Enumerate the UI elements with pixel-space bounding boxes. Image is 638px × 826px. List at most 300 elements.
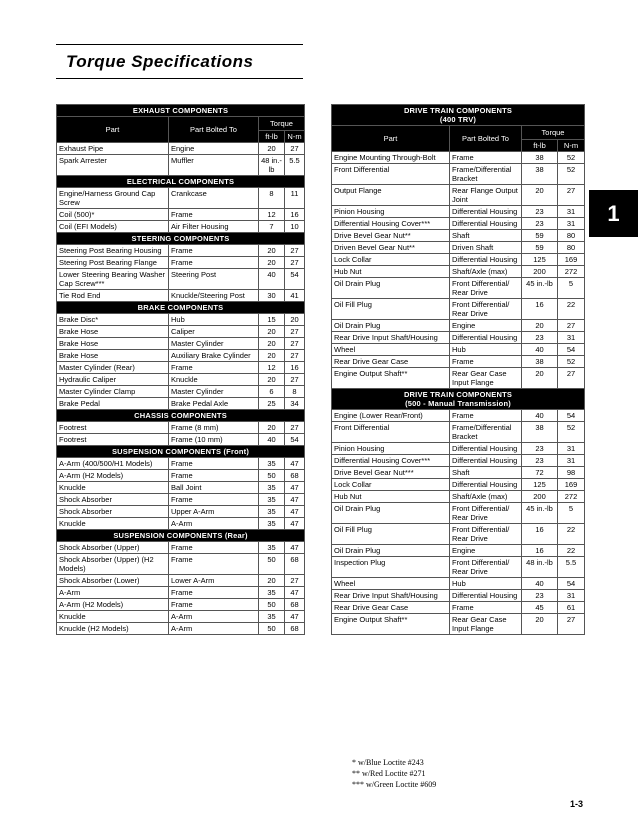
- nm-cell: 31: [558, 590, 585, 602]
- part-cell: Lock Collar: [332, 479, 450, 491]
- nm-cell: 5: [558, 278, 585, 299]
- table-row: [332, 479, 585, 491]
- table-row: [332, 443, 585, 455]
- ftlb-cell: 16: [522, 545, 558, 557]
- ftlb-cell: 50: [259, 623, 285, 635]
- ftlb-cell: 16: [522, 524, 558, 545]
- part-cell: Inspection Plug: [332, 557, 450, 578]
- part-cell: Oil Drain Plug: [332, 320, 450, 332]
- section-header: [57, 410, 305, 422]
- ftlb-cell: 20: [259, 326, 285, 338]
- section-title: [332, 105, 585, 126]
- nm-cell: 31: [558, 218, 585, 230]
- section-header: [332, 389, 585, 410]
- part-cell: Rear Drive Input Shaft/Housing: [332, 332, 450, 344]
- ftlb-cell: 50: [259, 470, 285, 482]
- ftlb-cell: 20: [259, 143, 285, 155]
- part-cell: Shock Absorber (Lower): [57, 575, 169, 587]
- table-row: [57, 422, 305, 434]
- ftlb-cell: 15: [259, 314, 285, 326]
- part-cell: Brake Pedal: [57, 398, 169, 410]
- ftlb-cell: 35: [259, 587, 285, 599]
- bolted-to-cell: Shaft/Axle (max): [450, 266, 522, 278]
- table-row: [332, 356, 585, 368]
- ftlb-cell: 40: [259, 269, 285, 290]
- bolted-to-cell: Master Cylinder: [169, 338, 259, 350]
- section-title: SUSPENSION COMPONENTS (Front): [57, 446, 305, 458]
- ftlb-cell: 20: [522, 185, 558, 206]
- part-cell: Lock Collar: [332, 254, 450, 266]
- section-title: CHASSIS COMPONENTS: [57, 410, 305, 422]
- nm-cell: 27: [558, 614, 585, 635]
- ftlb-cell: 45 in.-lb: [522, 503, 558, 524]
- part-cell: Shock Absorber: [57, 494, 169, 506]
- table-row: [332, 614, 585, 635]
- bolted-to-cell: Frame/Differential Bracket: [450, 164, 522, 185]
- bolted-to-cell: Auxiliary Brake Cylinder: [169, 350, 259, 362]
- column-header-row: [57, 117, 305, 131]
- table-row: [57, 518, 305, 530]
- left-torque-table: [56, 104, 305, 635]
- bolted-to-cell: Frame: [169, 494, 259, 506]
- bolted-to-cell: Upper A-Arm: [169, 506, 259, 518]
- part-cell: Hub Nut: [332, 266, 450, 278]
- nm-cell: 52: [558, 422, 585, 443]
- nm-cell: 169: [558, 479, 585, 491]
- section-title: STEERING COMPONENTS: [57, 233, 305, 245]
- part-cell: Rear Drive Gear Case: [332, 356, 450, 368]
- part-cell: Engine Output Shaft**: [332, 368, 450, 389]
- nm-cell: 47: [285, 458, 305, 470]
- part-cell: Oil Drain Plug: [332, 278, 450, 299]
- table-row: [57, 398, 305, 410]
- ftlb-cell: 25: [259, 398, 285, 410]
- section-title: BRAKE COMPONENTS: [57, 302, 305, 314]
- bolted-to-cell: Air Filter Housing: [169, 221, 259, 233]
- column-header-bolted: Part Bolted To: [169, 117, 259, 143]
- table-row: [57, 326, 305, 338]
- table-row: [332, 206, 585, 218]
- ftlb-cell: 125: [522, 479, 558, 491]
- bolted-to-cell: A-Arm: [169, 623, 259, 635]
- part-cell: Oil Fill Plug: [332, 524, 450, 545]
- ftlb-cell: 35: [259, 458, 285, 470]
- table-row: [332, 545, 585, 557]
- nm-cell: 54: [285, 269, 305, 290]
- nm-cell: 16: [285, 209, 305, 221]
- ftlb-cell: 6: [259, 386, 285, 398]
- ftlb-cell: 20: [259, 575, 285, 587]
- column-header-torque: Torque: [259, 117, 305, 131]
- ftlb-cell: 35: [259, 611, 285, 623]
- ftlb-cell: 7: [259, 221, 285, 233]
- ftlb-cell: 20: [259, 374, 285, 386]
- ftlb-cell: 50: [259, 554, 285, 575]
- part-cell: Brake Hose: [57, 350, 169, 362]
- table-row: [57, 506, 305, 518]
- part-cell: Shock Absorber (Upper): [57, 542, 169, 554]
- nm-cell: 27: [285, 422, 305, 434]
- part-cell: Shock Absorber: [57, 506, 169, 518]
- part-cell: Output Flange: [332, 185, 450, 206]
- bolted-to-cell: Frame (10 mm): [169, 434, 259, 446]
- part-cell: Engine/Harness Ground Cap Screw: [57, 188, 169, 209]
- nm-cell: 80: [558, 242, 585, 254]
- ftlb-cell: 35: [259, 518, 285, 530]
- nm-cell: 27: [558, 185, 585, 206]
- title-rule-bottom: [56, 78, 303, 79]
- bolted-to-cell: Frame: [169, 458, 259, 470]
- part-cell: Front Differential: [332, 164, 450, 185]
- ftlb-cell: 35: [259, 494, 285, 506]
- nm-cell: 27: [558, 368, 585, 389]
- ftlb-cell: 20: [522, 368, 558, 389]
- section-header: [57, 176, 305, 188]
- part-cell: Shock Absorber (Upper) (H2 Models): [57, 554, 169, 575]
- table-row: [332, 422, 585, 443]
- part-cell: Brake Disc*: [57, 314, 169, 326]
- ftlb-cell: 20: [259, 422, 285, 434]
- ftlb-cell: 50: [259, 599, 285, 611]
- nm-cell: 31: [558, 332, 585, 344]
- bolted-to-cell: Shaft: [450, 467, 522, 479]
- nm-cell: 47: [285, 482, 305, 494]
- footnote: * w/Blue Loctite #243: [352, 758, 424, 767]
- bolted-to-cell: Crankcase: [169, 188, 259, 209]
- nm-cell: 98: [558, 467, 585, 479]
- table-row: [57, 269, 305, 290]
- part-cell: Steering Post Bearing Housing: [57, 245, 169, 257]
- table-row: [57, 257, 305, 269]
- nm-cell: 52: [558, 356, 585, 368]
- bolted-to-cell: Engine: [450, 545, 522, 557]
- ftlb-cell: 35: [259, 482, 285, 494]
- nm-cell: 80: [558, 230, 585, 242]
- table-row: [332, 344, 585, 356]
- bolted-to-cell: Frame: [450, 356, 522, 368]
- ftlb-cell: 23: [522, 218, 558, 230]
- part-cell: Oil Drain Plug: [332, 503, 450, 524]
- nm-cell: 27: [285, 575, 305, 587]
- part-cell: Oil Fill Plug: [332, 299, 450, 320]
- part-cell: Knuckle: [57, 482, 169, 494]
- ftlb-cell: 40: [522, 410, 558, 422]
- ftlb-cell: 20: [522, 614, 558, 635]
- bolted-to-cell: Differential Housing: [450, 443, 522, 455]
- part-cell: Hydraulic Caliper: [57, 374, 169, 386]
- ftlb-cell: 35: [259, 542, 285, 554]
- ftlb-cell: 20: [259, 245, 285, 257]
- bolted-to-cell: Shaft: [450, 230, 522, 242]
- nm-cell: 169: [558, 254, 585, 266]
- column-header-bolted: Part Bolted To: [450, 126, 522, 152]
- nm-cell: 22: [558, 299, 585, 320]
- table-row: [332, 455, 585, 467]
- ftlb-cell: 38: [522, 152, 558, 164]
- bolted-to-cell: Frame: [169, 587, 259, 599]
- bolted-to-cell: Front Differential/ Rear Drive: [450, 278, 522, 299]
- bolted-to-cell: Frame: [169, 554, 259, 575]
- table-row: [332, 410, 585, 422]
- ftlb-cell: 20: [259, 338, 285, 350]
- part-cell: Brake Hose: [57, 338, 169, 350]
- bolted-to-cell: Front Differential/ Rear Drive: [450, 524, 522, 545]
- part-cell: Coil (EFI Models): [57, 221, 169, 233]
- table-row: [332, 299, 585, 320]
- table-row: [332, 242, 585, 254]
- section-header: [57, 530, 305, 542]
- table-row: [332, 524, 585, 545]
- bolted-to-cell: Hub: [169, 314, 259, 326]
- nm-cell: 27: [285, 374, 305, 386]
- table-row: [57, 386, 305, 398]
- nm-cell: 5.5: [285, 155, 305, 176]
- table-row: [332, 368, 585, 389]
- ftlb-cell: 59: [522, 230, 558, 242]
- ftlb-cell: 200: [522, 491, 558, 503]
- nm-cell: 16: [285, 362, 305, 374]
- section-title: EXHAUST COMPONENTS: [57, 105, 305, 117]
- ftlb-cell: 23: [522, 590, 558, 602]
- ftlb-cell: 30: [259, 290, 285, 302]
- part-cell: Engine Output Shaft**: [332, 614, 450, 635]
- table-row: [332, 320, 585, 332]
- table-row: [332, 164, 585, 185]
- part-cell: Exhaust Pipe: [57, 143, 169, 155]
- nm-cell: 27: [285, 257, 305, 269]
- section-title-text: DRIVE TRAIN COMPONENTS: [403, 390, 513, 399]
- bolted-to-cell: Differential Housing: [450, 218, 522, 230]
- ftlb-cell: 23: [522, 206, 558, 218]
- part-cell: Master Cylinder (Rear): [57, 362, 169, 374]
- table-row: [57, 482, 305, 494]
- nm-cell: 47: [285, 542, 305, 554]
- nm-cell: 47: [285, 494, 305, 506]
- nm-cell: 52: [558, 164, 585, 185]
- ftlb-cell: 23: [522, 455, 558, 467]
- nm-cell: 27: [285, 350, 305, 362]
- ftlb-cell: 8: [259, 188, 285, 209]
- bolted-to-cell: Front Differential/ Rear Drive: [450, 503, 522, 524]
- section-title: ELECTRICAL COMPONENTS: [57, 176, 305, 188]
- nm-cell: 31: [558, 443, 585, 455]
- nm-cell: 27: [285, 326, 305, 338]
- bolted-to-cell: Ball Joint: [169, 482, 259, 494]
- nm-cell: 68: [285, 623, 305, 635]
- nm-cell: 11: [285, 188, 305, 209]
- nm-cell: 5.5: [558, 557, 585, 578]
- ftlb-cell: 20: [259, 350, 285, 362]
- ftlb-cell: 45: [522, 602, 558, 614]
- bolted-to-cell: Frame: [450, 602, 522, 614]
- bolted-to-cell: Frame: [169, 257, 259, 269]
- bolted-to-cell: Front Differential/ Rear Drive: [450, 557, 522, 578]
- table-row: [57, 209, 305, 221]
- bolted-to-cell: Differential Housing: [450, 590, 522, 602]
- ftlb-cell: 23: [522, 443, 558, 455]
- nm-cell: 8: [285, 386, 305, 398]
- part-cell: Front Differential: [332, 422, 450, 443]
- table-row: [57, 434, 305, 446]
- ftlb-cell: 23: [522, 332, 558, 344]
- table-row: [57, 374, 305, 386]
- part-cell: Master Cylinder Clamp: [57, 386, 169, 398]
- part-cell: Pinion Housing: [332, 206, 450, 218]
- ftlb-cell: 125: [522, 254, 558, 266]
- table-row: [332, 278, 585, 299]
- table-row: [332, 332, 585, 344]
- bolted-to-cell: Frame: [450, 410, 522, 422]
- nm-cell: 20: [285, 314, 305, 326]
- bolted-to-cell: Steering Post: [169, 269, 259, 290]
- bolted-to-cell: Frame: [169, 362, 259, 374]
- part-cell: Hub Nut: [332, 491, 450, 503]
- bolted-to-cell: Frame: [169, 470, 259, 482]
- nm-cell: 47: [285, 611, 305, 623]
- page-title: Torque Specifications: [66, 52, 254, 71]
- table-row: [332, 254, 585, 266]
- table-row: [332, 590, 585, 602]
- bolted-to-cell: Hub: [450, 578, 522, 590]
- ftlb-cell: 20: [522, 320, 558, 332]
- nm-cell: 47: [285, 506, 305, 518]
- table-row: [57, 494, 305, 506]
- table-row: [57, 575, 305, 587]
- part-cell: Rear Drive Gear Case: [332, 602, 450, 614]
- ftlb-cell: 45 in.-lb: [522, 278, 558, 299]
- table-row: [332, 503, 585, 524]
- part-cell: Knuckle: [57, 611, 169, 623]
- nm-cell: 22: [558, 524, 585, 545]
- nm-cell: 54: [558, 344, 585, 356]
- table-row: [57, 155, 305, 176]
- table-row: [332, 218, 585, 230]
- part-cell: Wheel: [332, 344, 450, 356]
- ftlb-cell: 38: [522, 356, 558, 368]
- bolted-to-cell: A-Arm: [169, 518, 259, 530]
- part-cell: A-Arm (H2 Models): [57, 470, 169, 482]
- part-cell: Engine Mounting Through-Bolt: [332, 152, 450, 164]
- ftlb-cell: 48 in.-lb: [259, 155, 285, 176]
- bolted-to-cell: Hub: [450, 344, 522, 356]
- nm-cell: 34: [285, 398, 305, 410]
- right-torque-table: [331, 104, 585, 635]
- bolted-to-cell: Master Cylinder: [169, 386, 259, 398]
- table-row: [57, 542, 305, 554]
- part-cell: Differential Housing Cover***: [332, 218, 450, 230]
- section-header: [332, 105, 585, 126]
- table-row: [332, 578, 585, 590]
- bolted-to-cell: Frame/Differential Bracket: [450, 422, 522, 443]
- table-row: [332, 602, 585, 614]
- nm-cell: 52: [558, 152, 585, 164]
- ftlb-cell: 40: [259, 434, 285, 446]
- bolted-to-cell: Differential Housing: [450, 206, 522, 218]
- part-cell: A-Arm (H2 Models): [57, 599, 169, 611]
- part-cell: Wheel: [332, 578, 450, 590]
- bolted-to-cell: Engine: [169, 143, 259, 155]
- part-cell: Driven Bevel Gear Nut**: [332, 242, 450, 254]
- table-row: [332, 230, 585, 242]
- table-row: [57, 470, 305, 482]
- table-row: [332, 557, 585, 578]
- footnote: ** w/Red Loctite #271: [352, 769, 426, 778]
- bolted-to-cell: Frame: [450, 152, 522, 164]
- section-title: [332, 389, 585, 410]
- bolted-to-cell: Front Differential/ Rear Drive: [450, 299, 522, 320]
- bolted-to-cell: Differential Housing: [450, 332, 522, 344]
- bolted-to-cell: Differential Housing: [450, 479, 522, 491]
- part-cell: Coil (500)*: [57, 209, 169, 221]
- table-row: [57, 245, 305, 257]
- ftlb-cell: 72: [522, 467, 558, 479]
- bolted-to-cell: Rear Gear Case Input Flange: [450, 614, 522, 635]
- table-row: [57, 338, 305, 350]
- column-header-part: Part: [57, 117, 169, 143]
- bolted-to-cell: A-Arm: [169, 611, 259, 623]
- nm-cell: 54: [558, 578, 585, 590]
- column-header-ftlb: ft-lb: [522, 140, 558, 152]
- ftlb-cell: 48 in.-lb: [522, 557, 558, 578]
- part-cell: Lower Steering Bearing Washer Cap Screw***: [57, 269, 169, 290]
- bolted-to-cell: Shaft/Axle (max): [450, 491, 522, 503]
- nm-cell: 27: [285, 143, 305, 155]
- bolted-to-cell: Frame (8 mm): [169, 422, 259, 434]
- part-cell: A-Arm (400/500/H1 Models): [57, 458, 169, 470]
- section-title-text: DRIVE TRAIN COMPONENTS: [403, 106, 513, 115]
- table-row: [57, 350, 305, 362]
- part-cell: Knuckle (H2 Models): [57, 623, 169, 635]
- bolted-to-cell: Knuckle: [169, 374, 259, 386]
- nm-cell: 54: [285, 434, 305, 446]
- nm-cell: 27: [558, 320, 585, 332]
- ftlb-cell: 12: [259, 362, 285, 374]
- part-cell: Rear Drive Input Shaft/Housing: [332, 590, 450, 602]
- title-rule-top: [56, 44, 303, 45]
- part-cell: Footrest: [57, 422, 169, 434]
- column-header-nm: N-m: [285, 131, 305, 143]
- column-header-part: Part: [332, 126, 450, 152]
- part-cell: Pinion Housing: [332, 443, 450, 455]
- part-cell: Footrest: [57, 434, 169, 446]
- bolted-to-cell: Brake Pedal Axle: [169, 398, 259, 410]
- nm-cell: 47: [285, 587, 305, 599]
- nm-cell: 22: [558, 545, 585, 557]
- part-cell: Knuckle: [57, 518, 169, 530]
- part-cell: Steering Post Bearing Flange: [57, 257, 169, 269]
- bolted-to-cell: Caliper: [169, 326, 259, 338]
- part-cell: Differential Housing Cover***: [332, 455, 450, 467]
- table-row: [332, 266, 585, 278]
- bolted-to-cell: Knuckle/Steering Post: [169, 290, 259, 302]
- table-row: [332, 467, 585, 479]
- nm-cell: 31: [558, 455, 585, 467]
- nm-cell: 41: [285, 290, 305, 302]
- part-cell: Engine (Lower Rear/Front): [332, 410, 450, 422]
- section-header: [57, 233, 305, 245]
- ftlb-cell: 38: [522, 164, 558, 185]
- bolted-to-cell: Lower A-Arm: [169, 575, 259, 587]
- bolted-to-cell: Frame: [169, 209, 259, 221]
- nm-cell: 272: [558, 491, 585, 503]
- table-row: [57, 554, 305, 575]
- nm-cell: 47: [285, 518, 305, 530]
- nm-cell: 54: [558, 410, 585, 422]
- part-cell: Brake Hose: [57, 326, 169, 338]
- table-row: [57, 623, 305, 635]
- bolted-to-cell: Rear Flange Output Joint: [450, 185, 522, 206]
- part-cell: Oil Drain Plug: [332, 545, 450, 557]
